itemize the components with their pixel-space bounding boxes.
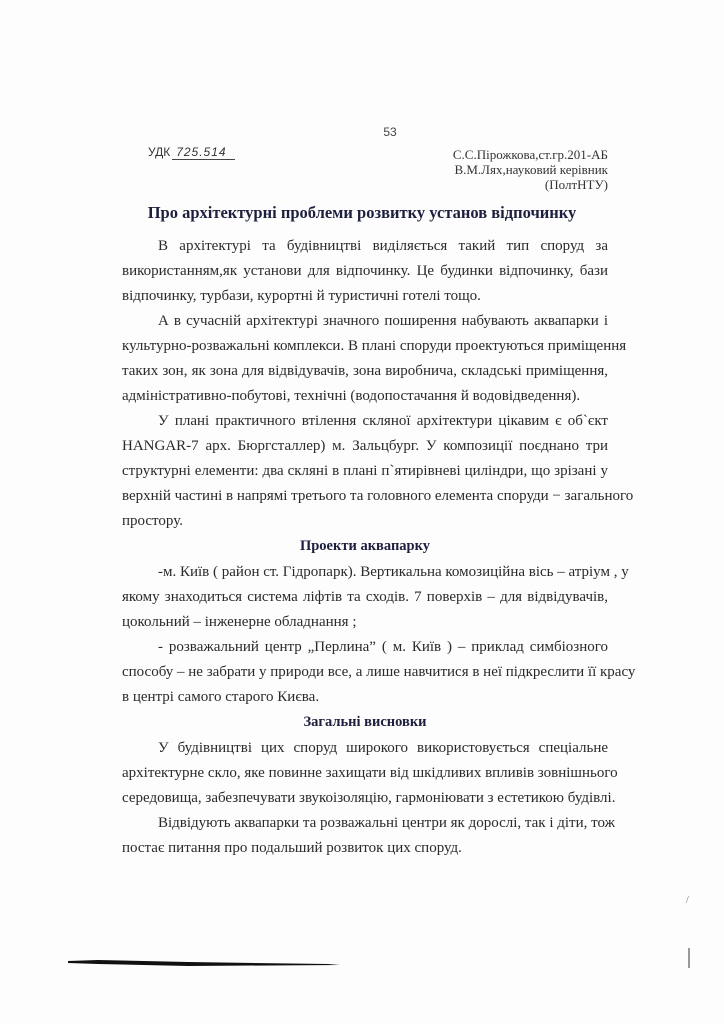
paragraph-line: в центрі самого старого Києва. [122,689,320,705]
udk-code: 725.514 [172,145,234,160]
paragraph-line: використанням,як установи для відпочинку. Це будинки відпочинку, бази [122,263,608,279]
paragraph-line: В архітектурі та будівництві виділяється такий тип споруд за [158,238,608,254]
author-affiliation: (ПолтНТУ) [544,177,608,192]
paragraph-line: постає питання про подальший розвиток цих споруд. [122,840,462,856]
section-heading: Загальні висновки [303,714,427,730]
author-line: В.М.Лях,науковий керівник [454,162,608,177]
paragraph-line: структурні елементи: два скляні в плані п`ятирівневі циліндри, що зрізані у [122,463,608,479]
document-title: Про архітектурні проблеми розвитку установ відпочинку [147,203,577,222]
paragraph-line: - розважальний центр „Перлина” ( м. Київ ) – приклад симбіозного [158,639,608,655]
document-body [122,234,636,861]
paragraph-line: У плані практичного втілення скляної архітектури цікавим є об`єкт [158,413,608,429]
paragraph-line: HANGAR-7 арх. Бюргсталлер) м. Зальцбург. У композиції поєднано три [122,438,608,454]
paragraph-line: середовища, забезпечувати звукоізоляцію, гармоніювати з естетикою будівлі. [122,790,616,806]
paragraph-line: культурно-розважальні комплекси. В плані споруди проектуються приміщення [122,338,627,354]
paragraph-line: способу – не забрати у природи все, а лише навчитися в неї підкреслити її красу [122,664,636,680]
paragraph-line: якому знаходиться система ліфтів та сходів. 7 поверхів – для відвідувачів, [122,589,608,605]
paragraph-line: архітектурне скло, яке повинне захищати від шкідливих впливів зовнішнього [122,765,618,781]
paragraph-line: Відвідують аквапарки та розважальні центри як дорослі, так і діти, тож [158,815,615,831]
paragraph-line: -м. Київ ( район ст. Гідропарк). Вертикальна комозиційна вісь – атріум , у [158,564,629,580]
scan-artifact-edge [688,948,690,968]
paragraph-line: верхній частині в напрямі третього та головного елемента споруди − загального [122,488,634,504]
paragraph [122,560,629,635]
paragraph [122,409,634,534]
paragraph-line: відпочинку, турбази, курортні й туристичні готелі тощо. [122,288,481,304]
scan-artifact-stroke [68,955,348,969]
paragraph-line: простору. [122,513,183,529]
page-number: 53 [383,125,397,139]
paragraph [122,234,608,309]
paragraph-line: таких зон, як зона для відвідувачів, зона виробнича, складські приміщення, [122,363,608,379]
udk-label: УДК [148,145,171,159]
paragraph-line: А в сучасній архітектурі значного поширення набувають аквапарки і [158,313,608,329]
scan-artifact-mark: / [686,895,689,906]
paragraph-line: цокольний – інженерне обладнання ; [122,614,357,630]
paragraph [122,309,627,409]
paragraph-line: У будівництві цих споруд широкого використовується спеціальне [158,740,608,756]
paragraph [122,811,615,861]
section-heading: Проекти аквапарку [299,538,431,554]
paragraph [122,635,636,710]
paragraph [122,736,618,811]
authors [453,147,608,192]
udk [148,145,235,160]
author-line: С.С.Пірожкова,ст.гр.201-АБ [452,147,608,162]
paragraph-line: адміністративно-побутові, технічні (водопостачання й водовідведення). [122,388,581,404]
